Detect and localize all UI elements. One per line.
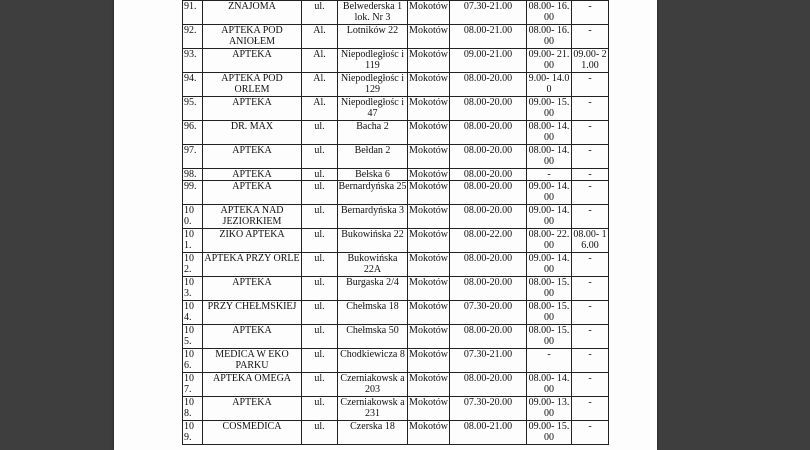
- pharmacy-name-cell: APTEKA: [203, 169, 302, 181]
- saturday-hours-cell: 08.00- 14.00: [527, 145, 572, 169]
- row-number-cell: 10 1.: [183, 229, 203, 253]
- street-type-cell: Al.: [302, 73, 338, 97]
- address-cell: Niepodległośc i 119: [338, 49, 408, 73]
- sunday-hours-cell: -: [572, 169, 609, 181]
- address-cell: Niepodległośc i 47: [338, 97, 408, 121]
- weekday-hours-cell: 08.00-20.00: [450, 97, 527, 121]
- table-row: [183, 25, 609, 49]
- weekday-hours-cell: 07.30-21.00: [450, 1, 527, 25]
- address-cell: Chełmska 50: [338, 325, 408, 349]
- saturday-hours-cell: 09.00- 21.00: [527, 49, 572, 73]
- district-cell: Mokotów: [408, 1, 450, 25]
- weekday-hours-cell: 08.00-20.00: [450, 373, 527, 397]
- street-type-cell: Al.: [302, 49, 338, 73]
- document-page: [114, 0, 657, 450]
- table-row: [183, 373, 609, 397]
- district-cell: Mokotów: [408, 145, 450, 169]
- weekday-hours-cell: 08.00-20.00: [450, 277, 527, 301]
- pharmacy-name-cell: PRZY CHEŁMSKIEJ: [203, 301, 302, 325]
- sunday-hours-cell: -: [572, 397, 609, 421]
- table-row: [183, 205, 609, 229]
- district-cell: Mokotów: [408, 25, 450, 49]
- address-cell: Belwederska 1 lok. Nr 3: [338, 1, 408, 25]
- weekday-hours-cell: 08.00-20.00: [450, 325, 527, 349]
- table-row: [183, 229, 609, 253]
- table-row: [183, 421, 609, 445]
- weekday-hours-cell: 08.00-20.00: [450, 73, 527, 97]
- weekday-hours-cell: 07.30-20.00: [450, 301, 527, 325]
- address-cell: Bernardyńska 3: [338, 205, 408, 229]
- address-cell: Bukowińska 22A: [338, 253, 408, 277]
- saturday-hours-cell: 08.00- 15.00: [527, 325, 572, 349]
- pharmacy-name-cell: APTEKA OMEGA: [203, 373, 302, 397]
- sunday-hours-cell: -: [572, 121, 609, 145]
- street-type-cell: ul.: [302, 181, 338, 205]
- saturday-hours-cell: 9.00- 14.00: [527, 73, 572, 97]
- table-row: [183, 169, 609, 181]
- row-number-cell: 10 6.: [183, 349, 203, 373]
- weekday-hours-cell: 08.00-20.00: [450, 181, 527, 205]
- saturday-hours-cell: -: [527, 169, 572, 181]
- address-cell: Czerniakowsk a 203: [338, 373, 408, 397]
- row-number-cell: 91.: [183, 1, 203, 25]
- row-number-cell: 93.: [183, 49, 203, 73]
- pharmacy-name-cell: APTEKA POD ORLEM: [203, 73, 302, 97]
- district-cell: Mokotów: [408, 301, 450, 325]
- weekday-hours-cell: 08.00-20.00: [450, 253, 527, 277]
- district-cell: Mokotów: [408, 49, 450, 73]
- sunday-hours-cell: -: [572, 421, 609, 445]
- saturday-hours-cell: 08.00- 15.00: [527, 277, 572, 301]
- street-type-cell: ul.: [302, 421, 338, 445]
- pharmacy-name-cell: ZIKO APTEKA: [203, 229, 302, 253]
- street-type-cell: ul.: [302, 277, 338, 301]
- pharmacy-name-cell: APTEKA: [203, 181, 302, 205]
- sunday-hours-cell: -: [572, 25, 609, 49]
- district-cell: Mokotów: [408, 205, 450, 229]
- pharmacy-name-cell: APTEKA: [203, 97, 302, 121]
- street-type-cell: ul.: [302, 325, 338, 349]
- saturday-hours-cell: 09.00- 15.00: [527, 97, 572, 121]
- saturday-hours-cell: 09.00- 13.00: [527, 397, 572, 421]
- row-number-cell: 10 2.: [183, 253, 203, 277]
- district-cell: Mokotów: [408, 229, 450, 253]
- street-type-cell: ul.: [302, 229, 338, 253]
- district-cell: Mokotów: [408, 97, 450, 121]
- address-cell: Bełdan 2: [338, 145, 408, 169]
- sunday-hours-cell: -: [572, 349, 609, 373]
- address-cell: Czerska 18: [338, 421, 408, 445]
- weekday-hours-cell: 08.00-21.00: [450, 421, 527, 445]
- street-type-cell: ul.: [302, 121, 338, 145]
- address-cell: Chodkiewicza 8: [338, 349, 408, 373]
- saturday-hours-cell: 09.00- 14.00: [527, 181, 572, 205]
- district-cell: Mokotów: [409, 169, 448, 180]
- pharmacy-name-cell: APTEKA: [203, 49, 302, 73]
- row-number-cell: 10 9.: [183, 421, 203, 445]
- district-cell: Mokotów: [408, 349, 450, 373]
- table-row: [183, 181, 609, 205]
- district-cell: Mokotów: [408, 277, 450, 301]
- pharmacy-name-cell: APTEKA POD ANIOŁEM: [203, 25, 302, 49]
- saturday-hours-cell: 08.00- 14.00: [527, 373, 572, 397]
- address-cell: Bacha 2: [338, 121, 408, 145]
- district-cell: Mokotów: [408, 373, 450, 397]
- pharmacy-name-cell: APTEKA PRZY ORLE: [203, 253, 302, 277]
- pharmacy-table-body: [183, 0, 609, 445]
- saturday-hours-cell: -: [527, 349, 572, 373]
- address-cell: Chełmska 18: [338, 301, 408, 325]
- table-row: [183, 301, 609, 325]
- pharmacy-name-cell: APTEKA: [203, 145, 302, 169]
- address-cell: Lotników 22: [338, 25, 408, 49]
- saturday-hours-cell: 09.00- 14.00: [527, 205, 572, 229]
- address-cell: Czerniakowsk a 231: [338, 397, 408, 421]
- district-cell: Mokotów: [408, 421, 450, 445]
- weekday-hours-cell: 08.00-22.00: [450, 229, 527, 253]
- row-number-cell: 94.: [183, 73, 203, 97]
- pharmacy-table: [182, 0, 609, 445]
- sunday-hours-cell: -: [572, 373, 609, 397]
- table-row: [183, 253, 609, 277]
- address-cell: Niepodległośc i 129: [338, 73, 408, 97]
- pharmacy-name-cell: DR. MAX: [203, 121, 302, 145]
- row-number-cell: 92.: [183, 25, 203, 49]
- sunday-hours-cell: -: [572, 205, 609, 229]
- weekday-hours-cell: 08.00-20.00: [450, 169, 527, 181]
- weekday-hours-cell: 08.00-20.00: [450, 145, 527, 169]
- sunday-hours-cell: -: [572, 73, 609, 97]
- street-type-cell: ul.: [302, 397, 338, 421]
- weekday-hours-cell: 08.00-20.00: [450, 121, 527, 145]
- weekday-hours-cell: 08.00-21.00: [450, 25, 527, 49]
- pharmacy-name-cell: APTEKA NAD JEZIORKIEM: [203, 205, 302, 229]
- address-cell: Burgaska 2/4: [338, 277, 408, 301]
- street-type-cell: ul.: [302, 301, 338, 325]
- street-type-cell: ul.: [302, 373, 338, 397]
- sunday-hours-cell: -: [572, 253, 609, 277]
- saturday-hours-cell: 08.00- 14.00: [527, 121, 572, 145]
- district-cell: Mokotów: [408, 181, 450, 205]
- pharmacy-name-cell: ZNAJOMA: [203, 1, 302, 25]
- saturday-hours-cell: 09.00- 15.00: [527, 421, 572, 445]
- street-type-cell: Al.: [302, 97, 338, 121]
- district-cell: Mokotów: [408, 325, 450, 349]
- pharmacy-name-cell: COSMEDICA: [203, 421, 302, 445]
- address-cell: Bukowińska 22: [338, 229, 408, 253]
- address-cell: Bełska 6: [338, 169, 408, 181]
- weekday-hours-cell: 07.30-20.00: [450, 397, 527, 421]
- table-row: [183, 397, 609, 421]
- saturday-hours-cell: 08.00- 16.00: [527, 1, 572, 25]
- saturday-hours-cell: 08.00- 15.00: [527, 301, 572, 325]
- street-type-cell: ul.: [302, 1, 338, 25]
- street-type-cell: Al.: [302, 25, 338, 49]
- pharmacy-name-cell: APTEKA: [203, 277, 302, 301]
- row-number-cell: 96.: [183, 121, 203, 145]
- table-row: [183, 121, 609, 145]
- table-row: [183, 145, 609, 169]
- sunday-hours-cell: -: [572, 1, 609, 25]
- saturday-hours-cell: 09.00- 14.00: [527, 253, 572, 277]
- district-cell: Mokotów: [408, 121, 450, 145]
- district-cell: Mokotów: [408, 73, 450, 97]
- table-row: [183, 49, 609, 73]
- sunday-hours-cell: 08.00- 16.00: [573, 229, 607, 251]
- row-number-cell: 10 5.: [183, 325, 203, 349]
- sunday-hours-cell: -: [572, 97, 609, 121]
- sunday-hours-cell: -: [572, 325, 609, 349]
- table-row: [183, 277, 609, 301]
- sunday-hours-cell: -: [572, 145, 609, 169]
- pharmacy-name-cell: APTEKA: [203, 397, 302, 421]
- row-number-cell: 10 0.: [183, 205, 203, 229]
- address-cell: Bernardyńska 25: [338, 181, 408, 205]
- street-type-cell: ul.: [302, 169, 338, 181]
- sunday-hours-cell: -: [572, 301, 609, 325]
- weekday-hours-cell: 07.30-21.00: [450, 349, 527, 373]
- sunday-hours-cell: 09.00- 21.00: [573, 49, 607, 71]
- street-type-cell: ul.: [302, 253, 338, 277]
- weekday-hours-cell: 08.00-20.00: [450, 205, 527, 229]
- sunday-hours-cell: -: [572, 181, 609, 205]
- table-row: [183, 1, 609, 25]
- row-number-cell: 10 8.: [183, 397, 203, 421]
- district-cell: Mokotów: [408, 253, 450, 277]
- table-row: [183, 349, 609, 373]
- table-row: [183, 97, 609, 121]
- district-cell: Mokotów: [408, 397, 450, 421]
- weekday-hours-cell: 09.00-21.00: [450, 49, 527, 73]
- row-number-cell: 95.: [183, 97, 203, 121]
- row-number-cell: 97.: [183, 145, 203, 169]
- saturday-hours-cell: 08.00- 16.00: [527, 25, 572, 49]
- table-row: [183, 325, 609, 349]
- row-number-cell: 10 3.: [183, 277, 203, 301]
- row-number-cell: 10 4.: [183, 301, 203, 325]
- street-type-cell: ul.: [302, 145, 338, 169]
- row-number-cell: 99.: [183, 181, 203, 205]
- pharmacy-name-cell: MEDICA W EKO PARKU: [203, 349, 302, 373]
- row-number-cell: 10 7.: [183, 373, 203, 397]
- street-type-cell: ul.: [302, 349, 338, 373]
- sunday-hours-cell: -: [572, 277, 609, 301]
- saturday-hours-cell: 08.00- 22.00: [527, 229, 572, 253]
- pharmacy-name-cell: APTEKA: [203, 325, 302, 349]
- table-row: [183, 73, 609, 97]
- street-type-cell: ul.: [302, 205, 338, 229]
- row-number-cell: 98.: [183, 169, 203, 181]
